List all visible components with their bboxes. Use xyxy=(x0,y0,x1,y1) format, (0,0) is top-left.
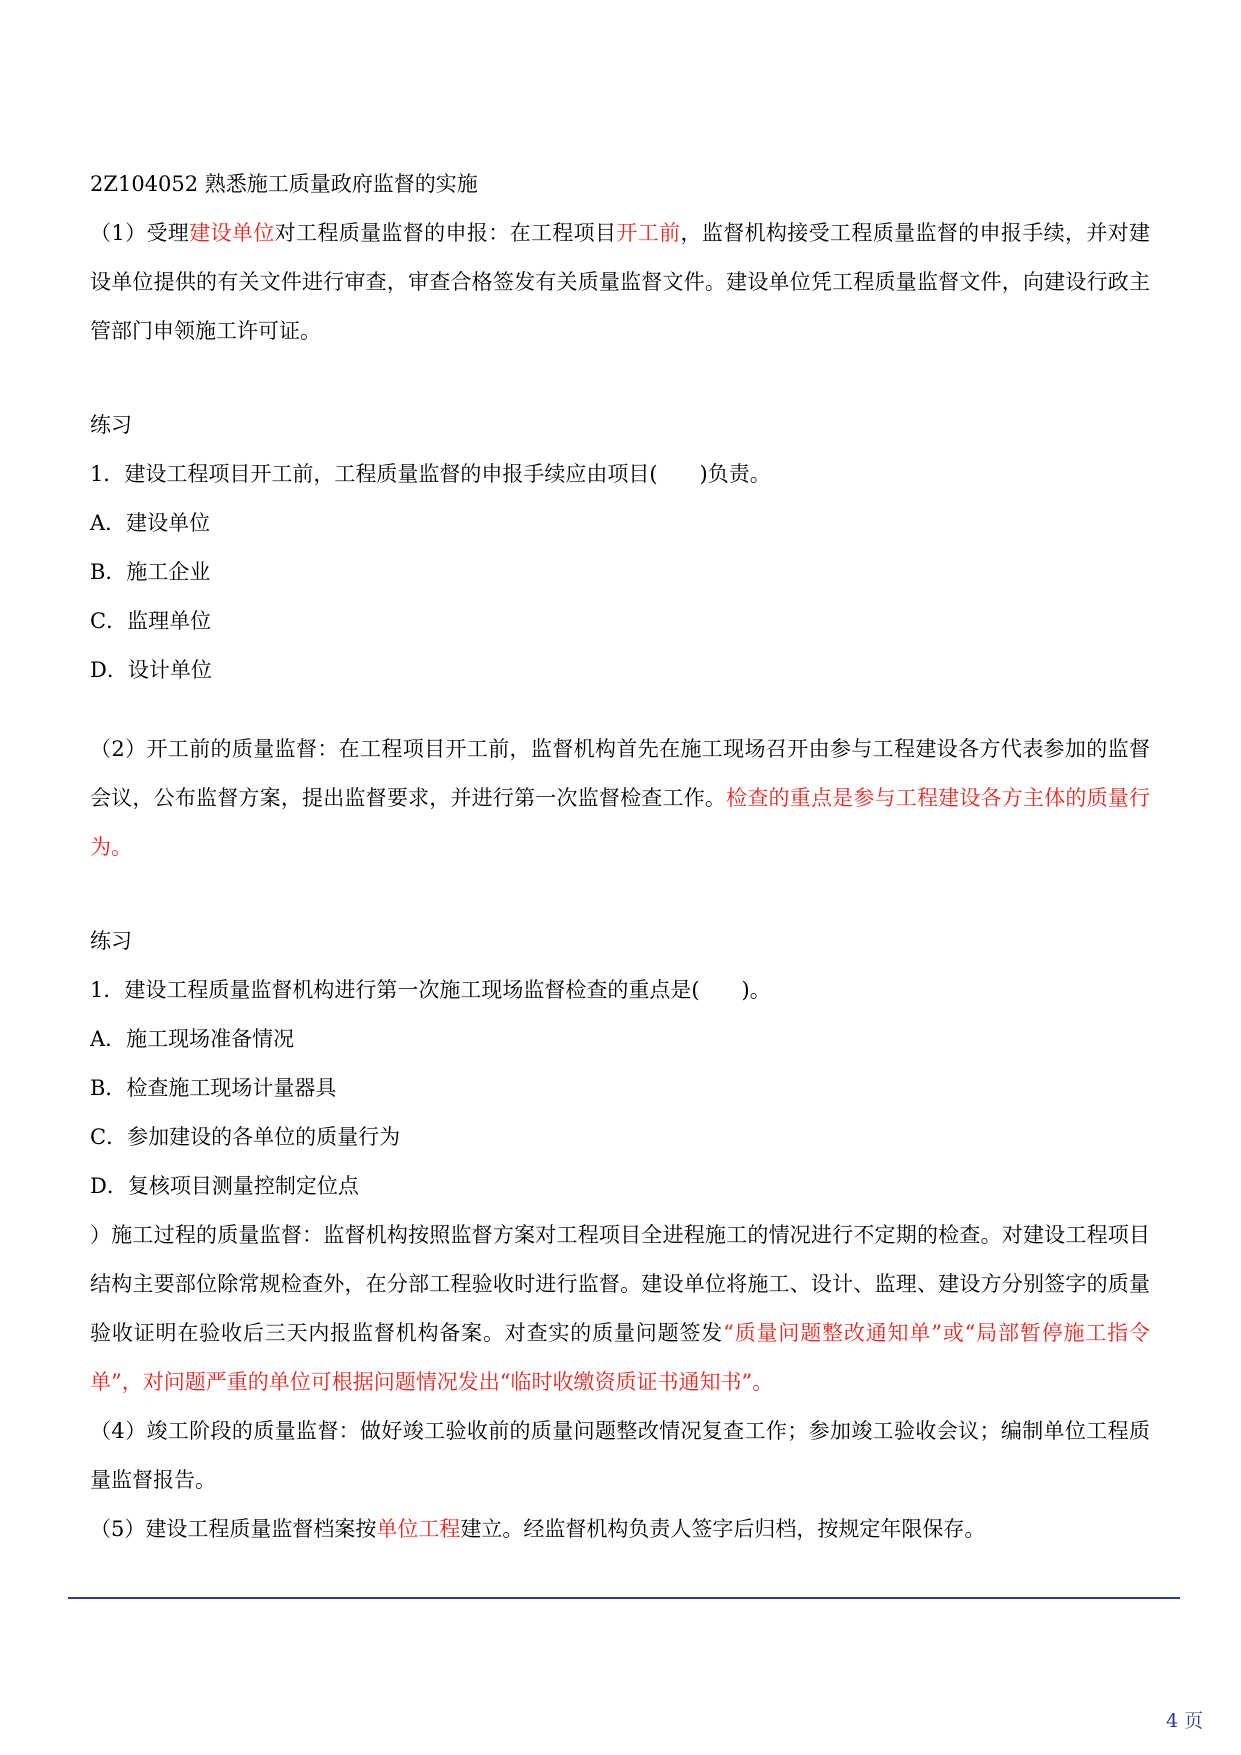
option-b: B．施工企业 xyxy=(90,560,211,584)
paragraph-3: ）施工过程的质量监督：监督机构按照监督方案对工程项目全进程施工的情况进行不定期的检查。对建设工程项目结构主要部位除常规检查外，在分部工程验收时进行监督。建设单位将施工、设计、监理、建设方分别签字的质量验收证明在验收后三天内报监督机构备案。对查实的质量问题签发“质量问题整改通知单”或“局部暂停施工指令单”，对问题严重的单位可根据问题情况发出“临时收缴资质证书通知书”。 xyxy=(90,1223,1150,1394)
option-c: C．监理单位 xyxy=(90,609,212,633)
option-c: C．参加建设的各单位的质量行为 xyxy=(90,1125,401,1149)
footer-divider xyxy=(68,1597,1180,1599)
exercise-question: 1．建设工程项目开工前，工程质量监督的申报手续应由项目( )负责。 xyxy=(90,462,771,486)
highlight-text: 检查的重点是参与工程建设各方主体的质量行为。 xyxy=(90,786,1151,859)
option-b: B．检查施工现场计量器具 xyxy=(90,1076,337,1100)
highlight-text: 单位工程 xyxy=(376,1517,461,1541)
page-number: 4 页 xyxy=(1166,1710,1204,1732)
section-heading: 2Z104052 熟悉施工质量政府监督的实施 xyxy=(90,172,478,196)
option-d: D．设计单位 xyxy=(90,658,212,682)
option-a: A．建设单位 xyxy=(90,511,211,535)
exercise-question: 1．建设工程质量监督机构进行第一次施工现场监督检查的重点是( )。 xyxy=(90,978,771,1002)
paragraph-4: （4）竣工阶段的质量监督：做好竣工验收前的质量问题整改情况复查工作；参加竣工验收会议；编制单位工程质量监督报告。 xyxy=(90,1419,1150,1492)
paragraph-2: （2）开工前的质量监督：在工程项目开工前，监督机构首先在施工现场召开由参与工程建设各方代表参加的监督会议，公布监督方案，提出监督要求，并进行第一次监督检查工作。检查的重点是参与工程建设各方主体的质量行为。 xyxy=(90,737,1151,859)
document-body xyxy=(90,160,1150,1554)
paragraph-1: （1）受理建设单位对工程质量监督的申报：在工程项目开工前，监督机构接受工程质量监督的申报手续，并对建设单位提供的有关文件进行审查，审查合格签发有关质量监督文件。建设单位凭工程质量监督文件，向建设行政主管部门申领施工许可证。 xyxy=(90,221,1151,343)
highlight-text: “质量问题整改通知单”或“局部暂停施工指令单”，对问题严重的单位可根据问题情况发出“临时收缴资质证书通知书”。 xyxy=(90,1321,1150,1394)
exercise-label: 练习 xyxy=(90,929,132,953)
highlight-text: 开工前 xyxy=(616,221,681,245)
highlight-text: 建设单位 xyxy=(189,221,275,245)
option-a: A．施工现场准备情况 xyxy=(90,1027,295,1051)
option-d: D．复核项目测量控制定位点 xyxy=(90,1174,359,1198)
paragraph-5: （5）建设工程质量监督档案按单位工程建立。经监督机构负责人签字后归档，按规定年限保存。 xyxy=(90,1517,986,1541)
exercise-label: 练习 xyxy=(90,413,132,437)
